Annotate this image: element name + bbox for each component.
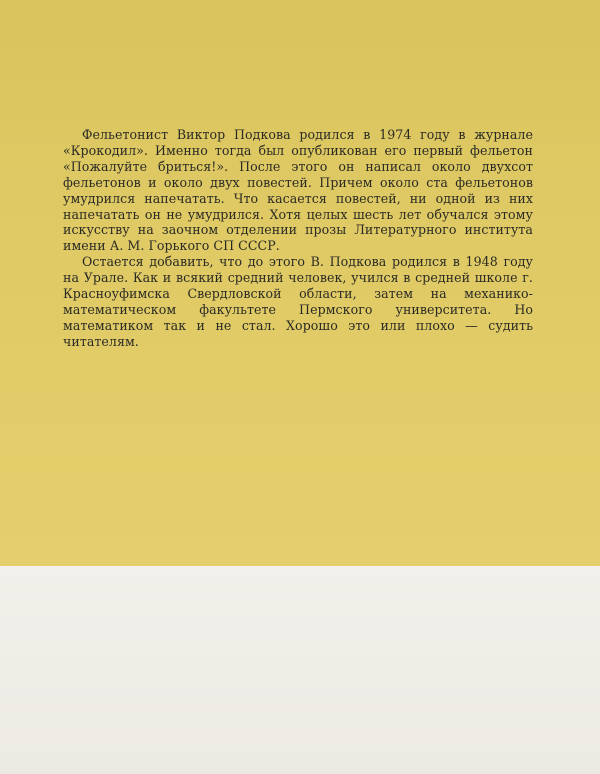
paragraph-addendum: Остается добавить, что до этого В. Подкова родился в 1948 году на Урале. Как и всякий средний человек, учился в средней школе г. Красноуфимска Свердловской области, затем на механико-математическом факультете Пермского университета. Но математиком так и не стал. Хорошо это или плохо — судить читателям.	[63, 254, 533, 349]
text-block	[63, 127, 533, 350]
paragraph-biography: Фельетонист Виктор Подкова родился в 1974 году в журнале «Крокодил». Именно тогда был опубликован его первый фельетон «Пожалуйте бриться!». После этого он написал около двухсот фельетонов и около двух повестей. Причем около ста фельетонов умудрился напечатать. Что касается повестей, ни одной из них напечатать он не умудрился. Хотя целых шесть лет обучался этому искусству на заочном отделении прозы Литературного института имени А. М. Горького СП СССР.	[63, 127, 533, 254]
cover-bottom-panel	[0, 566, 600, 774]
